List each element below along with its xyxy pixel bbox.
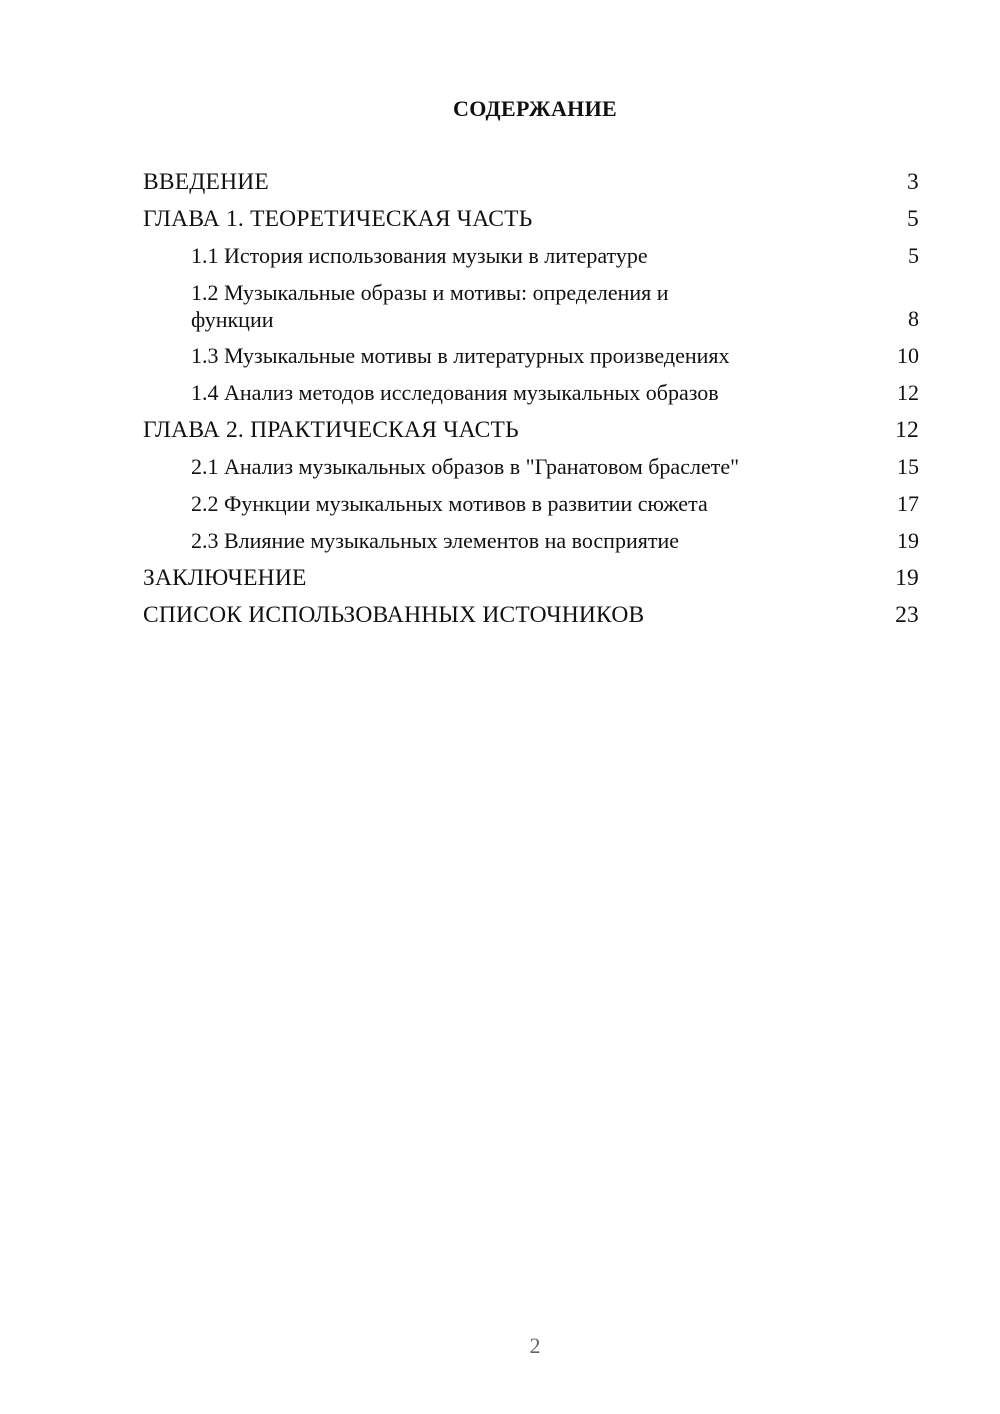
toc-entry-section-1-4[interactable] <box>143 379 919 407</box>
toc-entry-section-1-1[interactable] <box>143 242 919 270</box>
page-title: СОДЕРЖАНИЕ <box>453 96 617 121</box>
toc-entry-label: 2.2 Функции музыкальных мотивов в развитии сюжета <box>191 491 708 516</box>
toc-entry-chapter-1[interactable] <box>143 205 919 233</box>
toc-entry-label: 1.4 Анализ методов исследования музыкальных образов <box>191 380 719 405</box>
toc-entry-page: 19 <box>897 528 919 553</box>
toc-entry-section-1-2[interactable] <box>143 279 919 333</box>
table-of-contents <box>143 168 919 638</box>
toc-entry-page: 23 <box>895 602 919 628</box>
toc-entry-chapter-2[interactable] <box>143 416 919 444</box>
toc-entry-section-2-1[interactable] <box>143 453 919 481</box>
toc-entry-conclusion[interactable] <box>143 564 919 592</box>
toc-entry-page: 17 <box>897 491 919 516</box>
toc-entry-label: ВВЕДЕНИЕ <box>143 169 269 195</box>
toc-entry-page: 3 <box>907 169 919 195</box>
toc-entry-page: 5 <box>907 206 919 232</box>
toc-entry-introduction[interactable] <box>143 168 919 196</box>
toc-entry-label: ГЛАВА 2. ПРАКТИЧЕСКАЯ ЧАСТЬ <box>143 417 519 443</box>
toc-entry-section-1-3[interactable] <box>143 342 919 370</box>
toc-entry-label: СПИСОК ИСПОЛЬЗОВАННЫХ ИСТОЧНИКОВ <box>143 602 645 628</box>
toc-entry-section-2-3[interactable] <box>143 527 919 555</box>
toc-entry-page: 12 <box>897 380 919 405</box>
toc-entry-page: 5 <box>908 243 919 268</box>
toc-entry-label: 1.3 Музыкальные мотивы в литературных произведениях <box>191 343 730 368</box>
page-number: 2 <box>529 1333 541 1358</box>
toc-entry-page: 15 <box>897 454 919 479</box>
toc-entry-label: 1.2 Музыкальные образы и мотивы: определения и функции <box>191 280 669 332</box>
toc-entry-section-2-2[interactable] <box>143 490 919 518</box>
toc-entry-references[interactable] <box>143 601 919 629</box>
toc-entry-label: 2.1 Анализ музыкальных образов в "Гранатовом браслете" <box>191 454 740 479</box>
toc-entry-label: 1.1 История использования музыки в литературе <box>191 243 648 268</box>
toc-entry-label: ГЛАВА 1. ТЕОРЕТИЧЕСКАЯ ЧАСТЬ <box>143 206 533 232</box>
toc-entry-page: 12 <box>895 417 919 443</box>
toc-entry-page: 19 <box>895 565 919 591</box>
toc-entry-label: 2.3 Влияние музыкальных элементов на восприятие <box>191 528 679 553</box>
toc-entry-page: 10 <box>897 343 919 368</box>
toc-entry-page: 8 <box>908 306 919 331</box>
toc-entry-label: ЗАКЛЮЧЕНИЕ <box>143 565 307 591</box>
